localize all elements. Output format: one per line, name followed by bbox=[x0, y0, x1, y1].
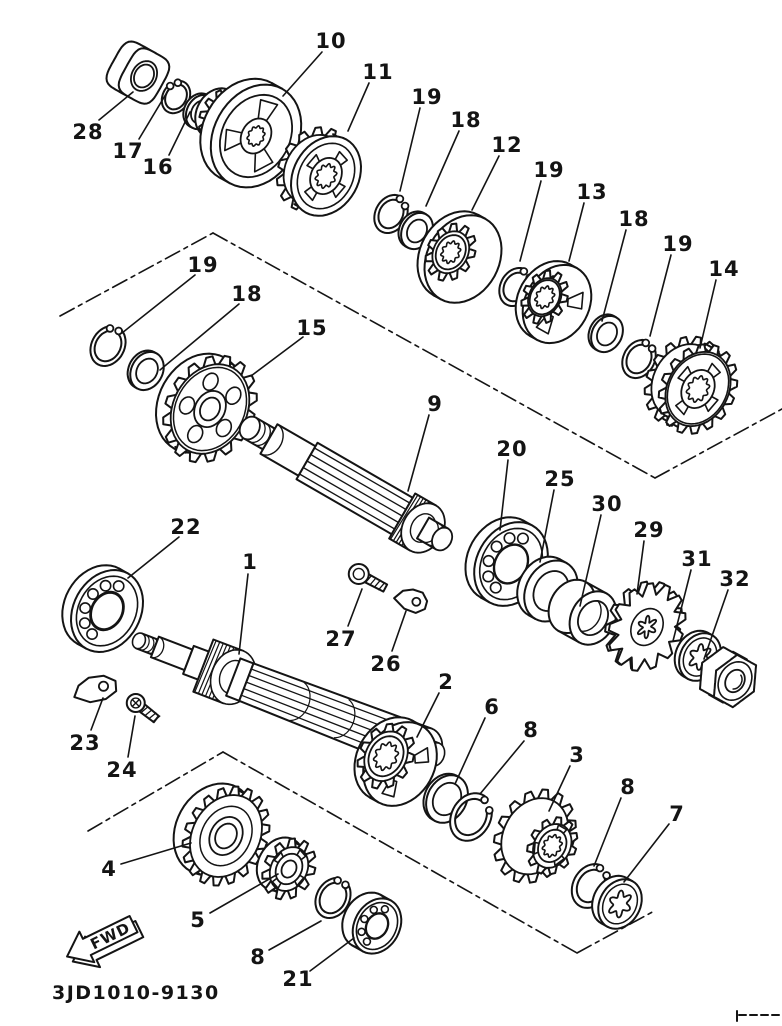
part-27 bbox=[349, 564, 387, 592]
part-19d bbox=[90, 325, 125, 366]
part-29 bbox=[605, 582, 685, 671]
callout-label-19-13: 19 bbox=[187, 253, 219, 277]
diagram-generated-linework bbox=[60, 29, 782, 1021]
part-30 bbox=[549, 580, 617, 645]
part-4 bbox=[174, 784, 270, 886]
part-frame-corner-mark bbox=[737, 1011, 782, 1021]
callout-label-2-29: 2 bbox=[438, 670, 454, 694]
callout-label-19-8: 19 bbox=[533, 158, 565, 182]
callout-label-19-11: 19 bbox=[662, 232, 694, 256]
callout-label-23-25: 23 bbox=[69, 731, 101, 755]
callout-label-13-9: 13 bbox=[576, 180, 608, 204]
part-24 bbox=[127, 694, 160, 722]
callout-label-26-28: 26 bbox=[370, 652, 402, 676]
part-22 bbox=[62, 565, 143, 652]
part-15 bbox=[156, 354, 257, 463]
callout-label-25-18: 25 bbox=[544, 467, 576, 491]
part-21 bbox=[342, 893, 401, 954]
callout-label-32-22: 32 bbox=[719, 567, 751, 591]
callout-label-15-15: 15 bbox=[296, 316, 328, 340]
callout-label-20-17: 20 bbox=[496, 437, 528, 461]
part-18c bbox=[128, 351, 164, 391]
part-18b bbox=[589, 314, 623, 352]
callout-label-18-14: 18 bbox=[231, 282, 263, 306]
callout-label-30-19: 30 bbox=[591, 492, 623, 516]
part-5 bbox=[257, 838, 316, 900]
callout-label-9-16: 9 bbox=[427, 392, 443, 416]
callout-label-8-31: 8 bbox=[523, 718, 539, 742]
callout-label-27-27: 27 bbox=[325, 627, 357, 651]
callout-label-24-26: 24 bbox=[106, 758, 138, 782]
fwd-arrow-icon bbox=[60, 908, 147, 979]
callout-label-5-36: 5 bbox=[190, 908, 206, 932]
callout-label-29-20: 29 bbox=[633, 518, 665, 542]
callout-label-7-34: 7 bbox=[669, 802, 685, 826]
part-3 bbox=[494, 790, 577, 883]
callout-label-17-1: 17 bbox=[112, 139, 144, 163]
drawing-part-code: 3JD1010-9130 bbox=[52, 982, 220, 1004]
callout-label-4-35: 4 bbox=[101, 857, 117, 881]
part-26 bbox=[394, 590, 427, 613]
callout-label-6-30: 6 bbox=[484, 695, 500, 719]
callout-label-14-12: 14 bbox=[708, 257, 740, 281]
part-23 bbox=[74, 676, 116, 702]
callout-label-18-10: 18 bbox=[618, 207, 650, 231]
callout-label-18-6: 18 bbox=[450, 108, 482, 132]
part-9 bbox=[240, 417, 453, 553]
callout-label-8-33: 8 bbox=[620, 775, 636, 799]
callout-label-31-21: 31 bbox=[681, 547, 713, 571]
callout-label-12-7: 12 bbox=[491, 133, 523, 157]
callout-label-3-32: 3 bbox=[569, 743, 585, 767]
part-28 bbox=[107, 42, 170, 104]
callout-label-10-3: 10 bbox=[315, 29, 347, 53]
callout-label-28-0: 28 bbox=[72, 120, 104, 144]
callout-label-19-5: 19 bbox=[411, 85, 443, 109]
callout-label-8-37: 8 bbox=[250, 945, 266, 969]
callout-label-11-4: 11 bbox=[362, 60, 394, 84]
callout-label-22-23: 22 bbox=[170, 515, 202, 539]
callout-label-1-24: 1 bbox=[242, 550, 258, 574]
fwd-arrow-label: FWD bbox=[87, 918, 134, 954]
part-14 bbox=[645, 337, 738, 434]
part-7 bbox=[592, 876, 642, 929]
callout-label-21-38: 21 bbox=[282, 967, 314, 991]
callout-label-16-2: 16 bbox=[142, 155, 174, 179]
